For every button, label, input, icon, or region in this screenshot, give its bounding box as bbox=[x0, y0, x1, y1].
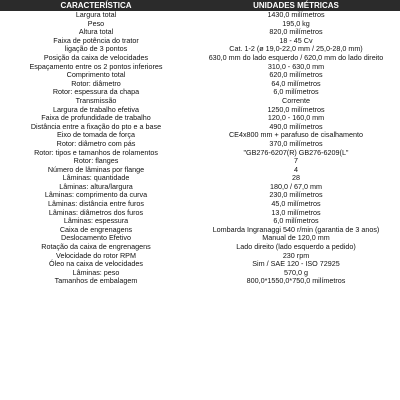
spec-name: Lâminas: peso bbox=[72, 267, 120, 277]
spec-value: 570,0 g bbox=[284, 267, 308, 277]
spec-name: Lâminas: diâmetros dos furos bbox=[48, 207, 144, 217]
spec-value: 620,0 milímetros bbox=[269, 70, 323, 80]
spec-name: Lâminas: comprimento da curva bbox=[44, 190, 148, 200]
spec-name: Lâminas: quantidade bbox=[62, 173, 130, 183]
spec-value: 630,0 mm do lado esquerdo / 620,0 mm do lado direito bbox=[208, 52, 384, 62]
table-row bbox=[0, 260, 400, 269]
spec-value: 13,0 milímetros bbox=[271, 207, 321, 217]
header-row bbox=[0, 0, 400, 11]
spec-name: Comprimento total bbox=[66, 70, 126, 80]
spec-name: Tamanhos de embalagem bbox=[54, 276, 138, 286]
spec-name: Largura de trabalho efetiva bbox=[53, 104, 139, 114]
spec-name: Lâminas: espessura bbox=[63, 216, 129, 226]
spec-value: 1430,0 milímetros bbox=[267, 10, 325, 19]
spec-value: 6,0 milímetros bbox=[273, 216, 319, 226]
spec-value: Lombarda Ingranaggi 540 r/min (garantia de 3 anos) bbox=[212, 224, 380, 234]
spec-name: Óleo na caixa de velocidades bbox=[49, 259, 143, 269]
table-row bbox=[0, 20, 400, 29]
table-row bbox=[0, 209, 400, 218]
spec-name: Lâminas: altura/largura bbox=[59, 181, 133, 191]
spec-value: CE4x800 mm + parafuso de cisalhamento bbox=[228, 130, 364, 140]
spec-name: Rotação da caixa de engrenagens bbox=[41, 242, 151, 252]
spec-value: "GB276-6207(R) GB276-6209(L" bbox=[243, 147, 349, 157]
spec-value: 490,0 milímetros bbox=[269, 121, 323, 131]
spec-value: 195,0 kg bbox=[282, 18, 310, 28]
spec-name: Deslocamento Efetivo bbox=[61, 233, 131, 243]
spec-name: Distância entre a fixação do pto e a base bbox=[30, 121, 162, 131]
header-characteristic: CARACTERÍSTICA bbox=[0, 0, 192, 11]
spec-value: Lado direito (lado esquerdo a pedido) bbox=[236, 242, 356, 252]
spec-name: Espaçamento entre os 2 pontos inferiores bbox=[29, 61, 163, 71]
spec-value: 45,0 milímetros bbox=[271, 199, 321, 209]
spec-table-body bbox=[0, 11, 400, 286]
spec-name: Altura total bbox=[78, 27, 114, 37]
spec-value: 28 bbox=[292, 173, 300, 183]
table-row bbox=[0, 149, 400, 158]
spec-name: Rotor: diâmetro com pás bbox=[56, 138, 136, 148]
spec-value: 230 rpm bbox=[282, 250, 310, 260]
spec-value: 64,0 milímetros bbox=[271, 78, 321, 88]
spec-value: Sim / SAE 120 - ISO 72925 bbox=[252, 259, 340, 269]
spec-value: 230,0 milímetros bbox=[269, 190, 323, 200]
spec-value: 800,0*1550,0*750,0 milímetros bbox=[246, 276, 346, 286]
table-row bbox=[0, 63, 400, 72]
spec-name: Transmissão bbox=[75, 95, 117, 105]
spec-name: Rotor: flanges bbox=[73, 156, 119, 166]
spec-value: Manual de 120,0 mm bbox=[262, 233, 330, 243]
spec-name: Faixa de potência do trator bbox=[53, 35, 139, 45]
spec-name: Caixa de engrenagens bbox=[59, 224, 133, 234]
spec-value: 18 - 45 Cv bbox=[279, 35, 313, 45]
spec-name: Eixo de tomada de força bbox=[57, 130, 135, 140]
spec-name: ligação de 3 pontos bbox=[64, 44, 128, 54]
table-row bbox=[0, 166, 400, 175]
table-row bbox=[0, 71, 400, 80]
spec-name: Rotor: tipos e tamanhos de rolamentos bbox=[34, 147, 158, 157]
spec-name: Rotor: diâmetro bbox=[71, 78, 121, 88]
spec-value: 180,0 / 67,0 mm bbox=[270, 181, 322, 191]
table-row bbox=[0, 11, 400, 20]
spec-value: 120,0 - 160,0 mm bbox=[267, 113, 325, 123]
spec-name: Velocidade do rotor RPM bbox=[56, 250, 136, 260]
table-row bbox=[0, 226, 400, 235]
spec-value: 820,0 milímetros bbox=[269, 27, 323, 37]
spec-name: Posição da caixa de velocidades bbox=[43, 52, 149, 62]
spec-value: 1250,0 milímetros bbox=[267, 104, 325, 114]
spec-value: Corrente bbox=[282, 95, 310, 105]
spec-value: 310,0 - 630,0 mm bbox=[267, 61, 325, 71]
spec-value: 4 bbox=[294, 164, 298, 174]
spec-value: 370,0 milímetros bbox=[269, 138, 323, 148]
spec-name: Número de lâminas por flange bbox=[47, 164, 145, 174]
header-metric-units: UNIDADES MÉTRICAS bbox=[192, 0, 400, 11]
spec-name: Faixa de profundidade de trabalho bbox=[41, 113, 151, 123]
spec-name: Largura total bbox=[75, 10, 117, 19]
spec-name: Rotor: espessura da chapa bbox=[52, 87, 140, 97]
spec-name: Lâminas: distância entre furos bbox=[48, 199, 144, 209]
table-row bbox=[0, 277, 400, 286]
spec-value: 7 bbox=[294, 156, 298, 166]
spec-value: 6,0 milímetros bbox=[273, 87, 319, 97]
spec-name: Peso bbox=[87, 18, 105, 28]
table-row bbox=[0, 88, 400, 97]
spec-value: Cat. 1-2 (ø 19,0-22,0 mm / 25,0-28,0 mm) bbox=[229, 44, 363, 54]
